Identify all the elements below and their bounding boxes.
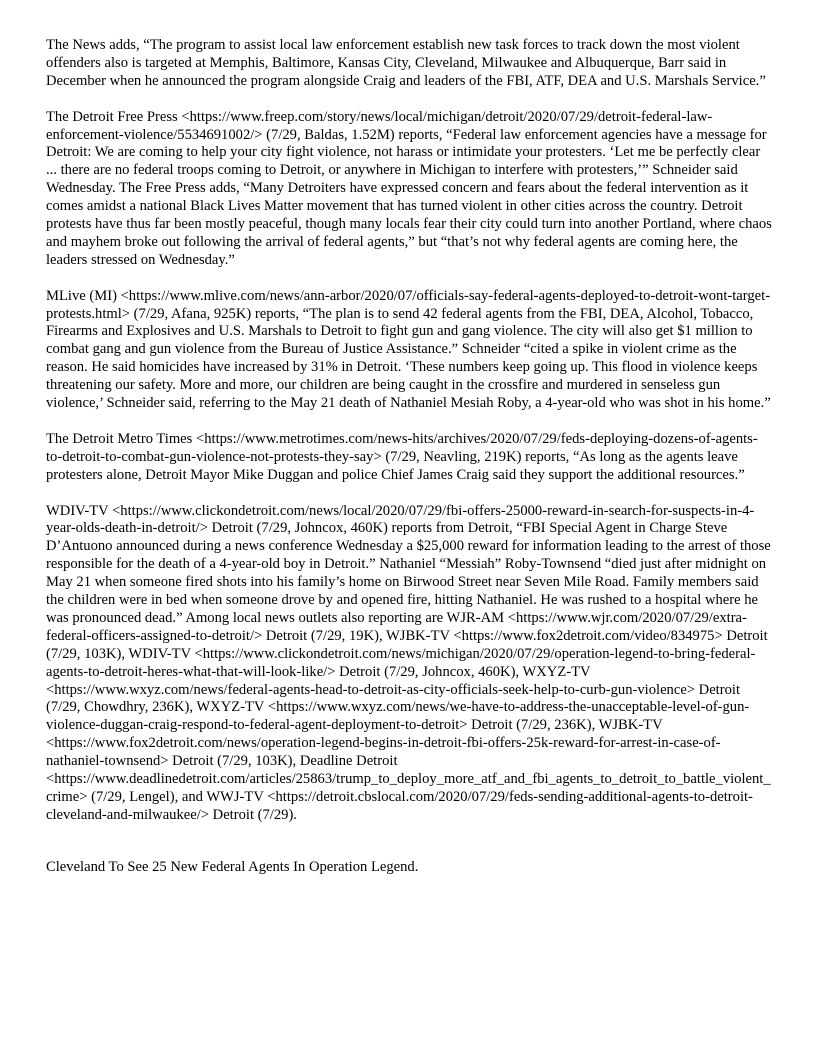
paragraph-news-adds: The News adds, “The program to assist local law enforcement establish new task forces to track down the most violent offenders also is targeted at Memphis, Baltimore, Kansas City, Cleveland, Milwaukee and Albuquerque, Barr said in December when he announced the program alongside Craig and leaders of the FBI, ATF, DEA and U.S. Marshals Service.” (46, 37, 766, 89)
paragraph-detroit-metro-times: The Detroit Metro Times <https://www.metrotimes.com/news-hits/archives/2020/07/29/feds-deploying-dozens-of-agents-to-detroit-to-combat-gun-violence-not-protests-they-say> (7/29, Neavling, 219K) reports, “As long as the agents leave protesters alone, Detroit Mayor Mike Duggan and police Chief James Craig said they support the additional resources.” (46, 430, 758, 483)
story-headline: Cleveland To See 25 New Federal Agents In Operation Legend. (46, 858, 419, 875)
document-page (46, 37, 772, 877)
paragraph-detroit-free-press: The Detroit Free Press <https://www.freep.com/story/news/local/michigan/detroit/2020/07/29/detroit-federal-law-enforcement-violence/5534691002/> (7/29, Baldas, 1.52M) reports, “Federal law enforcement agencies have a message for Detroit: We are coming to help your city fight violence, not harass or intimidate your protesters. ‘Let me be perfectly clear ... there are no federal troops coming to Detroit, or anywhere in Michigan to interfere with protesters,’” Schneider said Wednesday. The Free Press adds, “Many Detroiters have expressed concern and fears about the federal intervention as it comes amidst a national Black Lives Matter movement that has turned violent in other cities across the country. Detroit protests have thus far been mostly peaceful, though many locals fear their city could turn into another Portland, where chaos and mayhem broke out following the arrival of federal agents,” but “that’s not why federal agents are coming here, the leaders stressed on Wednesday.” (46, 108, 772, 268)
paragraph-wdiv-tv: WDIV-TV <https://www.clickondetroit.com/news/local/2020/07/29/fbi-offers-25000-reward-in-search-for-suspects-in-4-year-olds-death-in-detroit/> Detroit (7/29, Johncox, 460K) reports from Detroit, “FBI Special Agent in Charge Steve D’Antuono announced during a news conference Wednesday a $25,000 reward for information leading to the arrest of those responsible for the death of a 4-year-old boy in Detroit.” Nathaniel “Messiah” Roby-Townsend “died just after midnight on May 21 when someone fired shots into his family’s home on Birwood Street near Seven Mile Road. Family members said the children were in bed when someone drove by and opened fire, hitting Nathaniel. He was rushed to a hospital where he was pronounced dead.” Among local news outlets also reporting are WJR-AM <https://www.wjr.com/2020/07/29/extra-federal-officers-assigned-to-detroit/> Detroit (7/29, 19K), WJBK-TV <https://www.fox2detroit.com/video/834975> Detroit (7/29, 103K), WDIV-TV <https://www.clickondetroit.com/news/michigan/2020/07/29/operation-legend-to-bring-federal-agents-to-detroit-heres-what-that-will-look-like/> Detroit (7/29, Johncox, 460K), WXYZ-TV <https://www.wxyz.com/news/federal-agents-head-to-detroit-as-city-officials-seek-help-to-curb-gun-violence> Detroit (7/29, Chowdhry, 236K), WXYZ-TV <https://www.wxyz.com/news/we-have-to-address-the-unacceptable-level-of-gun-violence-duggan-craig-respond-to-federal-agent-deployment-to-detroit> Detroit (7/29, 236K), WJBK-TV <https://www.fox2detroit.com/news/operation-legend-begins-in-detroit-fbi-offers-25k-reward-for-arrest-in-case-of-nathaniel-townsend> Detroit (7/29, 103K), Deadline Detroit <https://www.deadlinedetroit.com/articles/25863/trump_to_deploy_more_atf_and_fbi_agents_to_detroit_to_battle_violent_crime> (7/29, Lengel), and WWJ-TV <https://detroit.cbslocal.com/2020/07/29/feds-sending-additional-agents-to-detroit-cleveland-and-milwaukee/> Detroit (7/29). (46, 502, 771, 823)
paragraph-mlive: MLive (MI) <https://www.mlive.com/news/ann-arbor/2020/07/officials-say-federal-agents-deployed-to-detroit-wont-target-protests.html> (7/29, Afana, 925K) reports, “The plan is to send 42 federal agents from the FBI, DEA, Alcohol, Tobacco, Firearms and Explosives and U.S. Marshals to Detroit to fight gun and gang violence. The city will also get $1 million to combat gang and gun violence from the Bureau of Justice Assistance.” Schneider “cited a spike in violent crime as the reason. He said homicides have increased by 31% in Detroit. ‘These numbers keep going up. This flood in violence keeps threatening our safety. More and more, our children are being caught in the crossfire and murdered in senseless gun violence,’ Schneider said, referring to the May 21 death of Nathaniel Mesiah Roby, a 4-year-old who was shot in his home.” (46, 287, 771, 412)
